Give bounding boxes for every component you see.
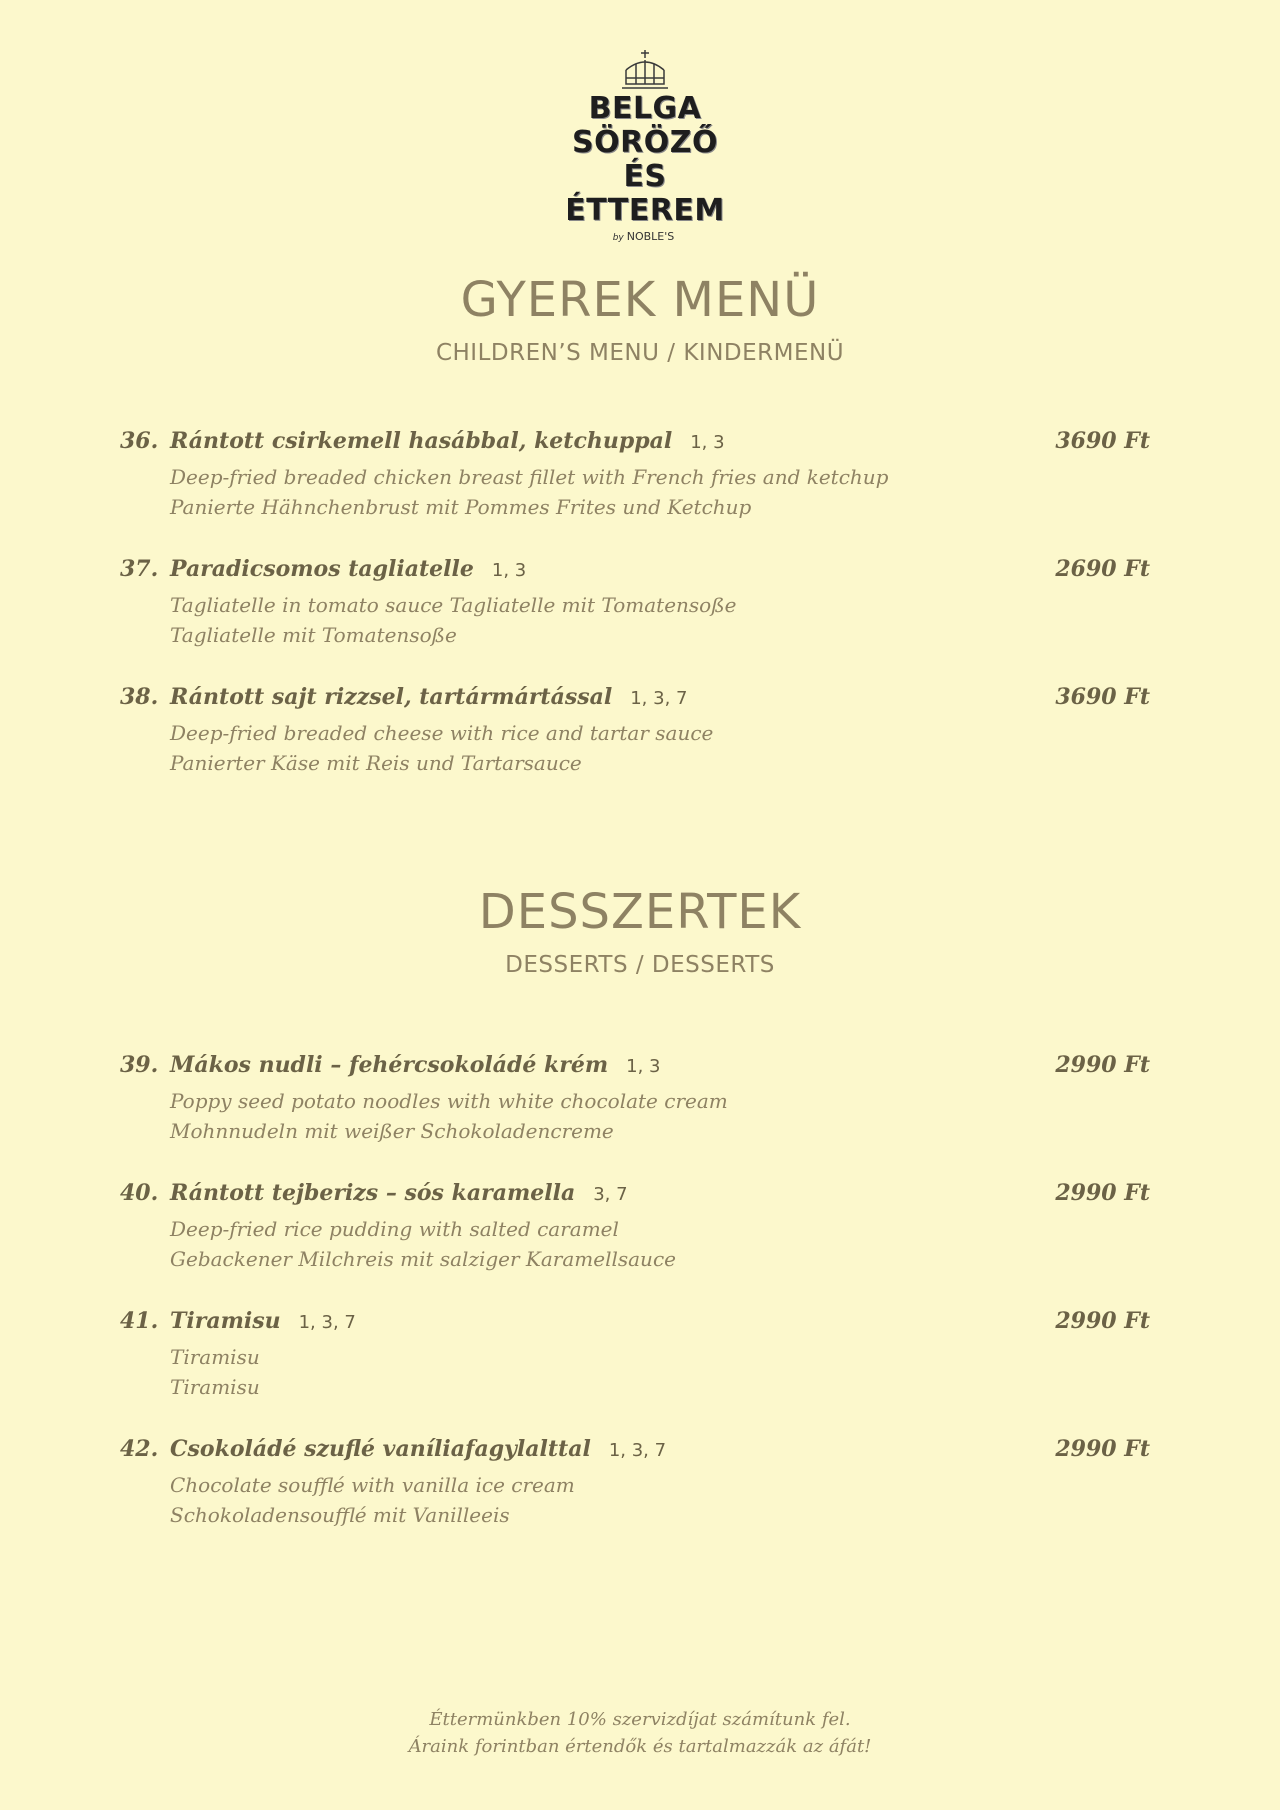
item-name	[170, 1308, 356, 1334]
logo-text-line-2: SÖRÖZŐ ÉS	[572, 125, 718, 194]
item-description-en: Tagliatelle in tomato sauce Tagliatelle mit Tomatensoße	[170, 593, 737, 617]
logo-brand: NOBLE'S	[626, 230, 675, 243]
item-price: 2990 Ft	[1055, 1436, 1150, 1462]
item-allergens: 1, 3	[626, 1056, 661, 1077]
item-number: 38.	[120, 684, 159, 710]
menu-item	[120, 684, 1150, 778]
item-name	[170, 684, 687, 710]
logo-by: by	[612, 233, 624, 243]
item-allergens: 1, 3, 7	[630, 688, 688, 709]
item-description-de: Schokoladensoufflé mit Vanilleeis	[170, 1503, 510, 1527]
footer-service-fee: Éttermünkben 10% szervizdíjat számítunk fel.	[429, 1709, 851, 1730]
desserts-subtitle: DESSERTS / DESSERTS	[505, 952, 775, 978]
item-name-text: Paradicsomos tagliatelle	[170, 556, 474, 582]
restaurant-logo	[560, 48, 730, 243]
item-description-en: Poppy seed potato noodles with white chocolate cream	[170, 1089, 728, 1113]
item-allergens: 3, 7	[593, 1184, 628, 1205]
item-description-de: Panierter Käse mit Reis und Tartarsauce	[170, 751, 582, 775]
logo-text-line-3: ÉTTEREM	[565, 193, 725, 228]
item-name-text: Rántott csirkemell hasábbal, ketchuppal	[170, 428, 673, 454]
menu-item	[120, 556, 1150, 650]
item-number: 42.	[120, 1436, 159, 1462]
item-description-de: Gebackener Milchreis mit salziger Karamellsauce	[170, 1247, 676, 1271]
item-allergens: 1, 3	[491, 560, 527, 581]
item-description-de: Tiramisu	[170, 1375, 260, 1399]
children-menu-subtitle: CHILDREN’S MENU / KINDERMENÜ	[435, 340, 845, 366]
item-name-text: Tiramisu	[170, 1308, 281, 1334]
item-description-en: Chocolate soufflé with vanilla ice cream	[170, 1473, 575, 1497]
menu-item	[120, 1052, 1150, 1146]
logo-byline	[560, 230, 730, 243]
children-menu-title: GYEREK MENÜ	[460, 272, 820, 328]
menu-item	[120, 1308, 1150, 1402]
item-price: 2990 Ft	[1055, 1308, 1150, 1334]
item-description-de: Tagliatelle mit Tomatensoße	[170, 623, 457, 647]
item-price: 2990 Ft	[1055, 1180, 1150, 1206]
menu-item	[120, 1436, 1150, 1530]
item-name-text: Mákos nudli – fehércsokoládé krém	[170, 1052, 609, 1078]
item-allergens: 1, 3	[690, 432, 725, 453]
item-number: 39.	[120, 1052, 159, 1078]
footer-vat-note: Áraink forintban értendők és tartalmazzák az áfát!	[408, 1736, 872, 1757]
menu-item	[120, 1180, 1150, 1274]
footer-note	[0, 1706, 1280, 1760]
item-description-de: Panierte Hähnchenbrust mit Pommes Frites und Ketchup	[170, 495, 752, 519]
item-price: 2690 Ft	[1055, 556, 1150, 582]
logo-text-line-1: BELGA	[588, 91, 702, 126]
item-name	[170, 556, 526, 582]
item-name	[170, 1052, 661, 1078]
item-name-text: Rántott tejberizs – sós karamella	[170, 1180, 576, 1206]
item-allergens: 1, 3, 7	[298, 1312, 356, 1333]
item-price: 3690 Ft	[1055, 428, 1150, 454]
item-name	[170, 1180, 628, 1206]
item-description-en: Tiramisu	[170, 1345, 260, 1369]
item-description-en: Deep-fried breaded chicken breast fillet with French fries and ketchup	[170, 465, 889, 489]
item-name-text: Rántott sajt rizzsel, tartármártással	[170, 684, 613, 710]
item-description-en: Deep-fried rice pudding with salted caramel	[170, 1217, 619, 1241]
item-name-text: Csokoládé szuflé vaníliafagylalttal	[170, 1436, 591, 1462]
desserts-title: DESSZERTEK	[478, 884, 802, 940]
menu-item	[120, 428, 1150, 522]
crown-icon	[618, 48, 672, 92]
item-description-en: Deep-fried breaded cheese with rice and tartar sauce	[170, 721, 714, 745]
item-name	[170, 1436, 666, 1462]
item-number: 36.	[120, 428, 159, 454]
item-description-de: Mohnnudeln mit weißer Schokoladencreme	[170, 1119, 614, 1143]
item-number: 41.	[120, 1308, 159, 1334]
item-number: 40.	[120, 1180, 159, 1206]
item-allergens: 1, 3, 7	[608, 1440, 667, 1461]
item-price: 2990 Ft	[1055, 1052, 1150, 1078]
item-name	[170, 428, 725, 454]
item-number: 37.	[120, 556, 159, 582]
item-price: 3690 Ft	[1055, 684, 1150, 710]
